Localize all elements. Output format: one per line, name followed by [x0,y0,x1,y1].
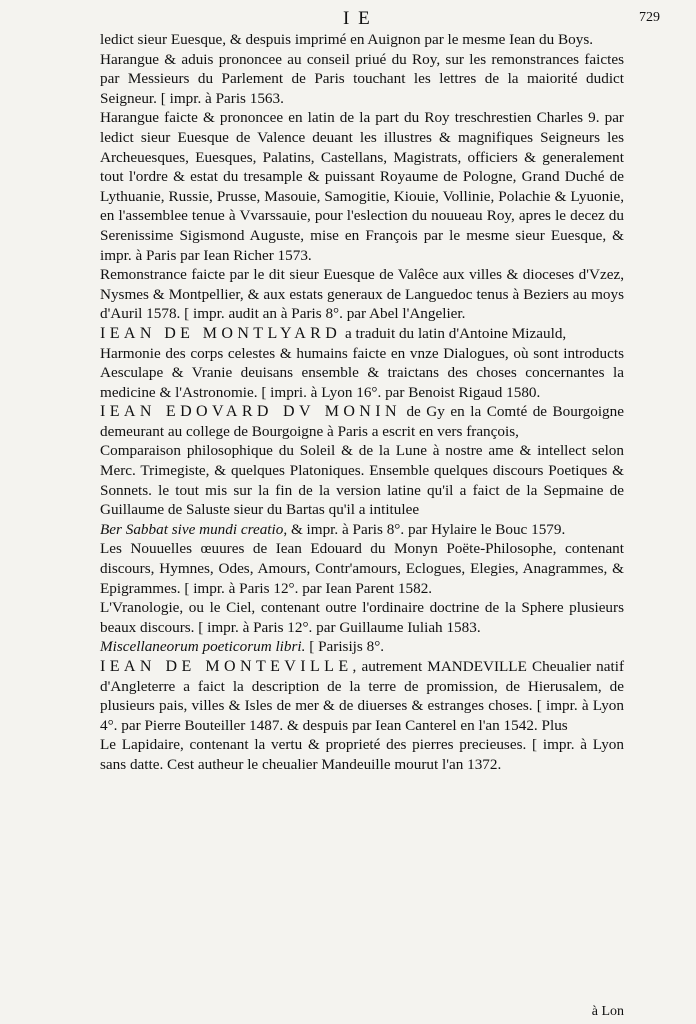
bibliography-entry: Les Nouuelles œuures de Iean Edouard du Monyn Poëte-Philosophe, contenant discours, Hymnes, Odes, Amours, Contr'amours, Eclogues, Elegies, Anagrammes, & Epigrammes. [ impr. à Paris 12°. par Iean Parent 1582. [100,540,624,597]
bibliography-entry: Remonstrance faicte par le dit sieur Euesque de Valêce aux villes & dioceses d'Vzez, Nysmes & Montpellier, & aux estats generaux de Languedoc tenus à Beziers au moys d'Auril 1578. [ impr. audit an à Paris 8°. par Abel l'Angelier. [100,266,624,323]
bibliography-entry: Harmonie des corps celestes & humains faicte en vnze Dialogues, où sont introducts Aesculape & Vranie deuisans ensemble & traictans des choses concernantes la medicine & l'Astronomie. [ impri. à Lyon 16°. par Benoist Rigaud 1580. [100,344,624,401]
author-description: de Gy en la Comté de Bourgoigne demeurant au college de Bourgoigne à Paris a escrit en vers françois, [100,403,624,440]
author-entry [100,324,624,344]
author-name: IEAN DE MONTLYARD [100,324,342,342]
entry-text: , & impr. à Paris 8°. par Hylaire le Bouc 1579. [283,520,566,538]
author-name: IEAN EDOVARD DV MONIN [100,403,401,421]
bibliography-entry: Harangue faicte & prononcee en latin de la part du Roy treschrestien Charles 9. par ledict sieur Euesque de Valence deuant les illustres & magnifiques Seigneurs les Archeuesques, Euesques, Palatins, Castellans, Magistrats, officiers & generalement tout l'ordre & estat du tresample & puissant Royaume de Pologne, Grand Duché de Lythuanie, Russie, Prusse, Masouie, Samogitie, Kiouie, Vollinie, Polachie & Lyuonie, en l'assemblee tenue à Vvarssauie, pour l'eslection du nouueau Roy, apres le decez du Serenissime Sigismond Auguste, mise en François par le mesme sieur Euesque, & impr. à Paris par Iean Richer 1573. [100,109,624,264]
author-description: a traduit du latin d'Antoine Mizauld, [341,324,567,342]
bibliography-entry [100,520,624,540]
author-description: , autrement MANDEVILLE Cheualier natif d'Angleterre a faict la description de la terre de promission, de Hierusalem, de plusieurs pais, villes & Isles de mer & de diuerses & estranges choses. [ impr. à Lyon 4°. par Pierre Bouteiller 1487. & despuis par Iean Canterel en l'an 1542. Plus [100,658,624,734]
bibliography-entry [100,637,624,657]
bibliography-entry: L'Vranologie, ou le Ciel, contenant outre l'ordinaire doctrine de la Sphere plusieurs beaux discours. [ impr. à Paris 12°. par Guillaume Iuliah 1583. [100,599,624,636]
author-entry [100,402,624,441]
author-name: IEAN DE MONTEVILLE [100,658,353,675]
author-entry [100,657,624,735]
entry-text: [ Parisijs 8°. [305,638,385,656]
bibliography-entry: Harangue & aduis prononcee au conseil priué du Roy, sur les remonstrances faictes par Messieurs du Parlement de Paris touchant les lettres de la maiorité dudict Seigneur. [ impr. à Paris 1563. [100,50,624,107]
catchword: à Lon [591,1004,624,1019]
bibliography-entry: ledict sieur Euesque, & despuis imprimé en Auignon par le mesme Iean du Boys. [100,31,594,48]
running-head: I E [343,8,372,29]
italic-title: Miscellaneorum poeticorum libri. [100,638,306,656]
body-text [100,30,624,775]
italic-title: Ber Sabbat sive mundi creatio [100,520,284,538]
page-number: 729 [639,10,660,25]
bibliography-entry: Comparaison philosophique du Soleil & de la Lune à nostre ame & intellect selon Merc. Trimegiste, & quelques Platoniques. Ensemble quelques discours Poetiques & Sonnets. le tout mis sur la fin de la version latine qu'il a faict de la Sepmaine de Guillaume de Saluste sieur du Bartas qu'il a intitulee [100,442,624,519]
bibliography-entry: Le Lapidaire, contenant la vertu & proprieté des pierres precieuses. [ impr. à Lyon sans datte. Cest autheur le cheualier Mandeuille mourut l'an 1372. [100,736,624,773]
